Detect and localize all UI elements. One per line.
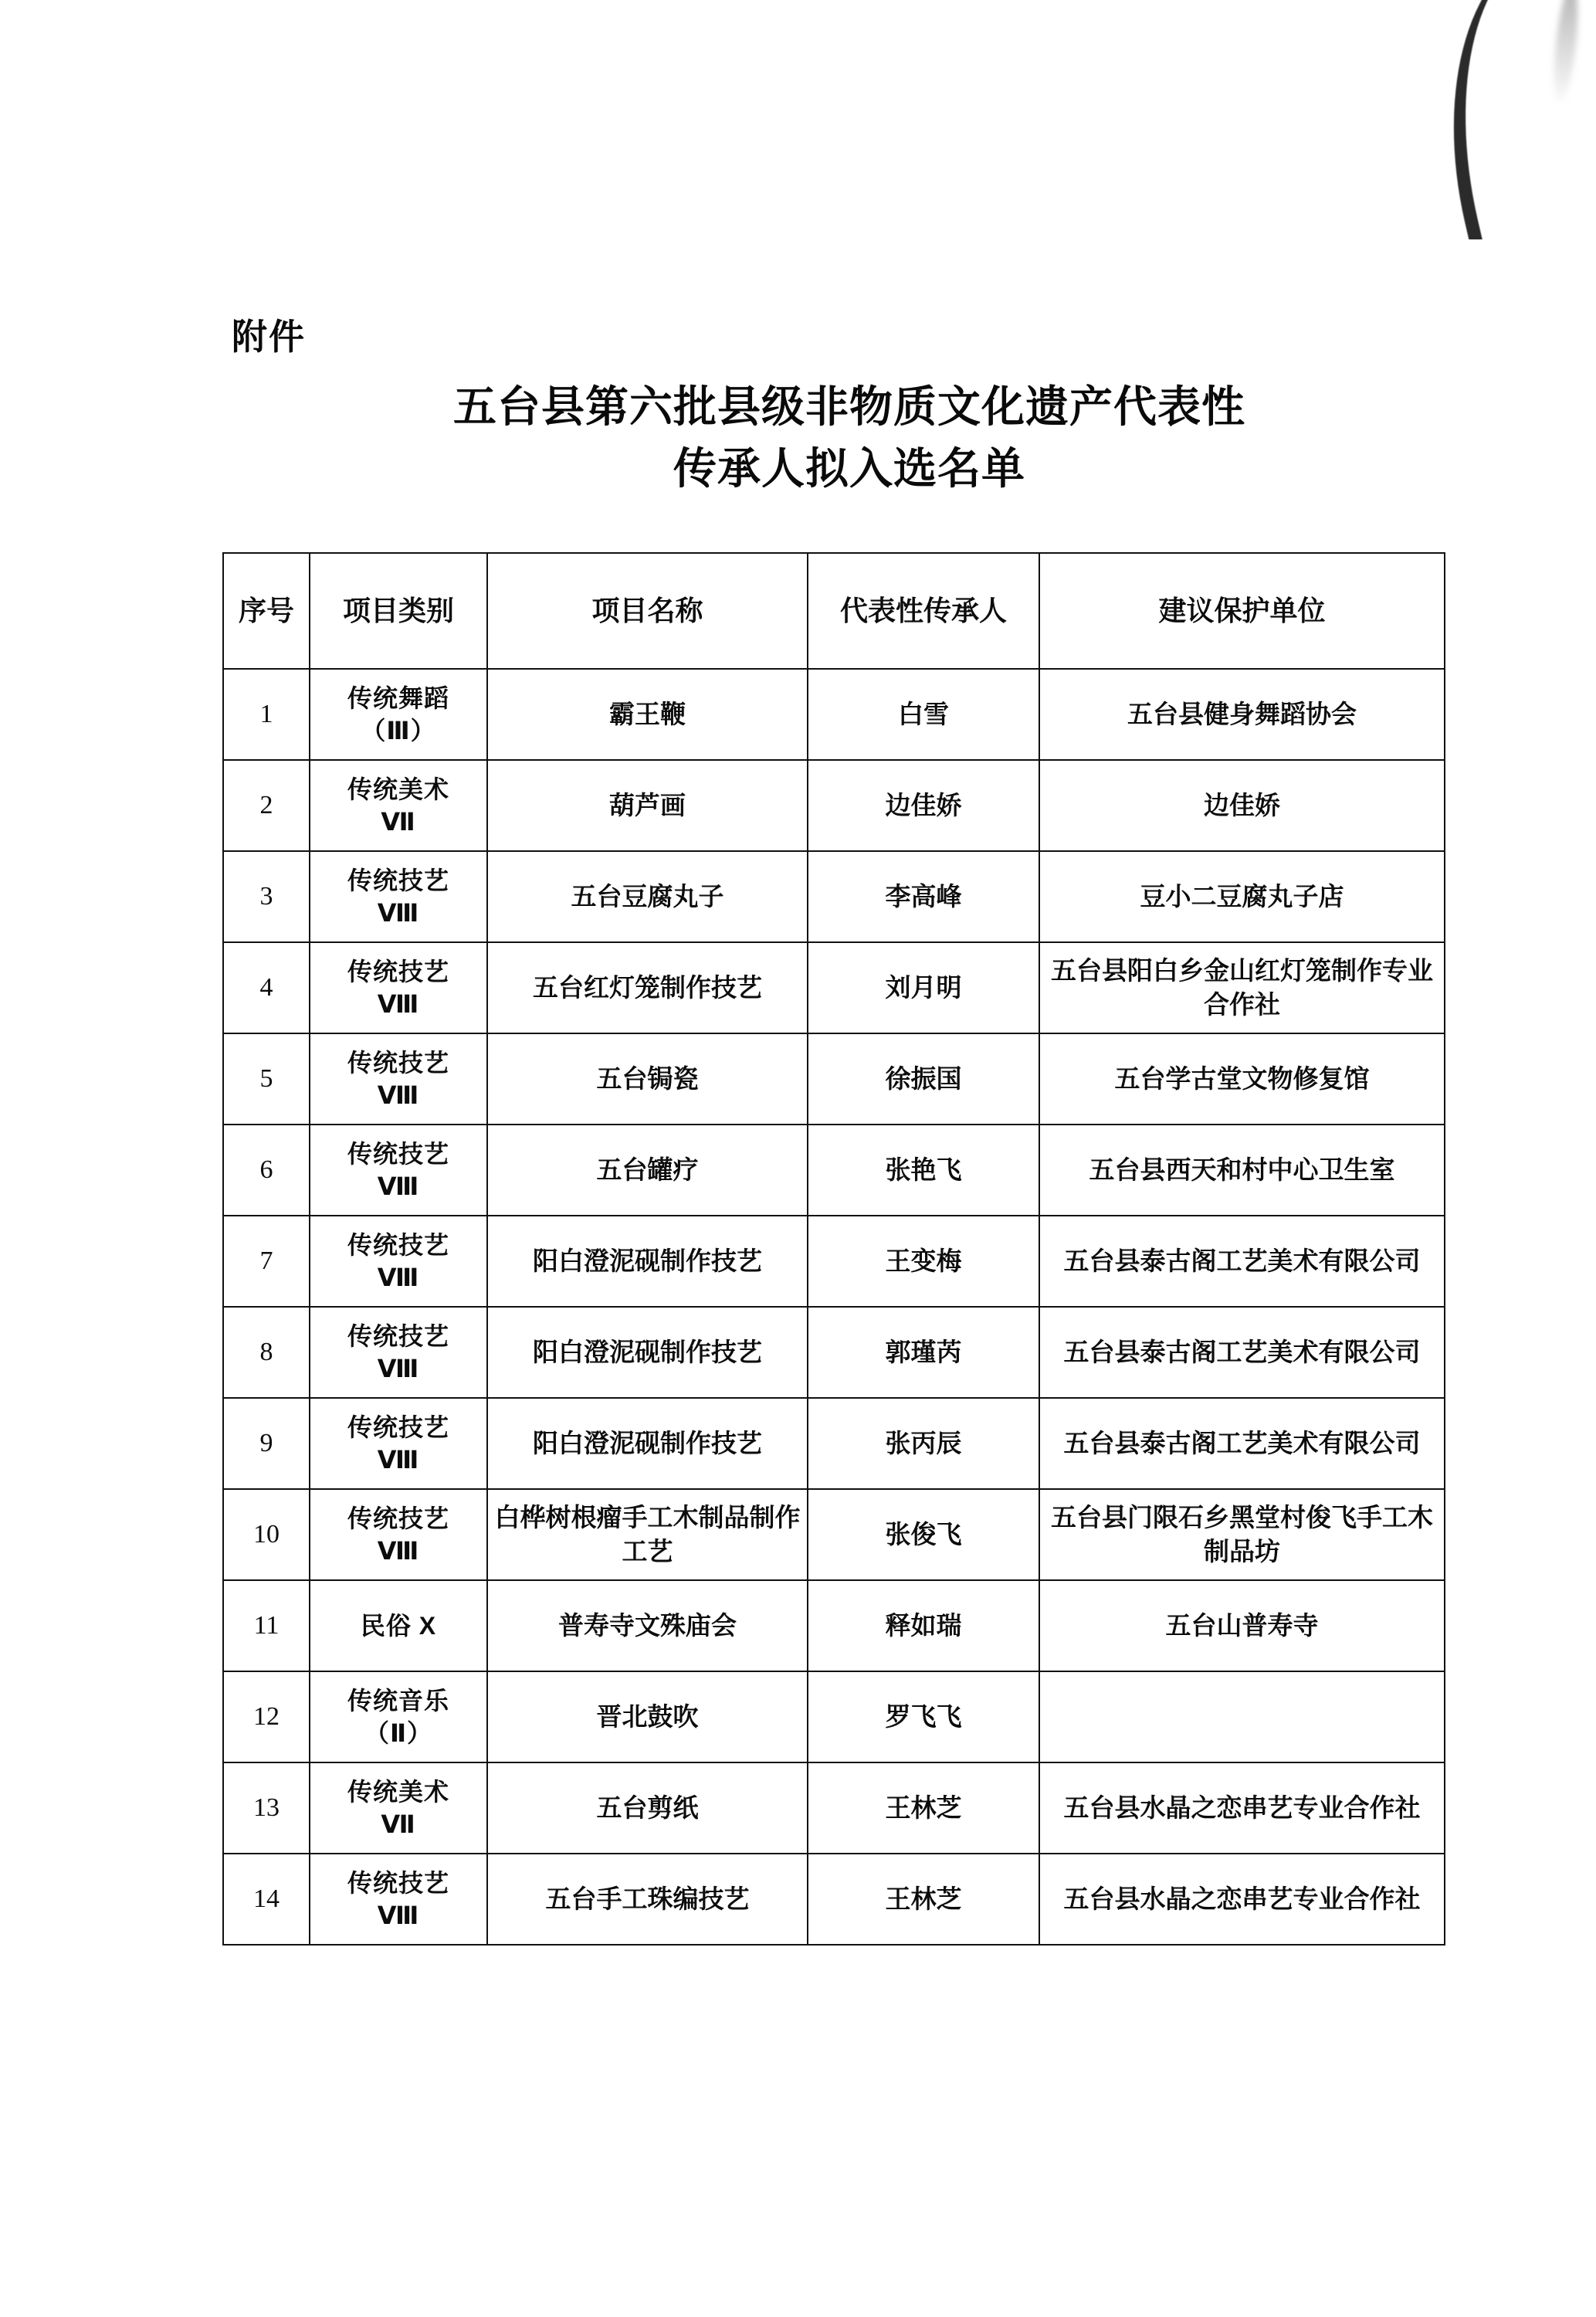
column-header-protection-unit: 建议保护单位	[1039, 553, 1445, 669]
table-row	[223, 1580, 1445, 1671]
category-name: 传统技艺	[347, 1321, 449, 1350]
cell-seq: 8	[223, 1307, 310, 1398]
cell-seq: 12	[223, 1671, 310, 1762]
table-row	[223, 851, 1445, 942]
cell-protection-unit	[1039, 1671, 1445, 1762]
category-name: 传统美术	[347, 775, 449, 803]
table-row	[223, 942, 1445, 1033]
cell-project-name: 霸王鞭	[487, 669, 808, 760]
cell-inheritor: 郭瑾芮	[808, 1307, 1039, 1398]
table-row	[223, 1307, 1445, 1398]
cell-category	[310, 1671, 487, 1762]
cell-protection-unit: 五台县门限石乡黑堂村俊飞手工木制品坊	[1039, 1489, 1445, 1580]
cell-seq: 3	[223, 851, 310, 942]
cell-project-name: 阳白澄泥砚制作技艺	[487, 1398, 808, 1489]
table-row	[223, 760, 1445, 851]
category-code: Ⅶ	[381, 808, 416, 836]
cell-protection-unit: 五台县水晶之恋串艺专业合作社	[1039, 1762, 1445, 1854]
page-title-line-1: 五台县第六批县级非物质文化遗产代表性	[453, 382, 1245, 431]
category-name: 传统技艺	[347, 1139, 449, 1168]
cell-inheritor: 刘月明	[808, 942, 1039, 1033]
cell-category	[310, 1216, 487, 1307]
cell-inheritor: 边佳娇	[808, 760, 1039, 851]
category-code: Ⅷ	[377, 1172, 420, 1200]
cell-project-name: 普寿寺文殊庙会	[487, 1580, 808, 1671]
cell-inheritor: 王林芝	[808, 1762, 1039, 1854]
table-row	[223, 1489, 1445, 1580]
cell-project-name: 五台剪纸	[487, 1762, 808, 1854]
cell-seq: 7	[223, 1216, 310, 1307]
cell-seq: 11	[223, 1580, 310, 1671]
category-name: 传统技艺	[347, 866, 449, 894]
cell-category	[310, 760, 487, 851]
category-name: 传统音乐	[347, 1686, 449, 1715]
cell-category	[310, 1033, 487, 1125]
column-header-project-name: 项目名称	[487, 553, 808, 669]
cell-inheritor: 徐振国	[808, 1033, 1039, 1125]
cell-seq: 9	[223, 1398, 310, 1489]
category-code: （Ⅲ）	[361, 717, 436, 745]
cell-category	[310, 1125, 487, 1216]
table-row	[223, 1854, 1445, 1945]
table-row	[223, 669, 1445, 760]
cell-inheritor: 王变梅	[808, 1216, 1039, 1307]
category-code: Ⅷ	[377, 1537, 420, 1565]
category-code: Ⅷ	[377, 1355, 420, 1382]
category-name: 传统技艺	[347, 1413, 449, 1441]
category-code: Ⅷ	[377, 1901, 420, 1929]
table-header	[223, 553, 1445, 669]
cell-protection-unit: 五台县泰古阁工艺美术有限公司	[1039, 1307, 1445, 1398]
cell-project-name: 阳白澄泥砚制作技艺	[487, 1216, 808, 1307]
category-code: Ⅷ	[377, 1081, 420, 1109]
table-row	[223, 1125, 1445, 1216]
cell-project-name: 五台手工珠编技艺	[487, 1854, 808, 1945]
cell-seq: 14	[223, 1854, 310, 1945]
cell-protection-unit: 五台县西天和村中心卫生室	[1039, 1125, 1445, 1216]
cell-seq: 1	[223, 669, 310, 760]
cell-seq: 6	[223, 1125, 310, 1216]
cell-seq: 10	[223, 1489, 310, 1580]
table-row	[223, 1398, 1445, 1489]
cell-inheritor: 释如瑞	[808, 1580, 1039, 1671]
category-code: Ⅷ	[377, 1446, 420, 1474]
cell-protection-unit: 五台县阳白乡金山红灯笼制作专业合作社	[1039, 942, 1445, 1033]
cell-project-name: 五台红灯笼制作技艺	[487, 942, 808, 1033]
cell-seq: 5	[223, 1033, 310, 1125]
column-header-inheritor: 代表性传承人	[808, 553, 1039, 669]
cell-category	[310, 1762, 487, 1854]
cell-protection-unit: 五台山普寿寺	[1039, 1580, 1445, 1671]
cell-category	[310, 1854, 487, 1945]
cell-protection-unit: 边佳娇	[1039, 760, 1445, 851]
cell-project-name: 白桦树根瘤手工木制品制作工艺	[487, 1489, 808, 1580]
cell-seq: 4	[223, 942, 310, 1033]
cell-category	[310, 1489, 487, 1580]
cell-inheritor: 王林芝	[808, 1854, 1039, 1945]
cell-protection-unit: 五台县泰古阁工艺美术有限公司	[1039, 1398, 1445, 1489]
category-code: Ⅷ	[377, 990, 420, 1018]
category-code: （Ⅱ）	[364, 1719, 433, 1747]
cell-category	[310, 1580, 487, 1671]
category-name: 传统技艺	[347, 1868, 449, 1897]
cell-protection-unit: 豆小二豆腐丸子店	[1039, 851, 1445, 942]
table-header-row	[223, 553, 1445, 669]
category-name: 传统技艺	[347, 1504, 449, 1532]
cell-category	[310, 1307, 487, 1398]
page-title-line-2: 传承人拟入选名单	[673, 443, 1025, 493]
cell-project-name: 五台锔瓷	[487, 1033, 808, 1125]
cell-inheritor: 张丙辰	[808, 1398, 1039, 1489]
cell-project-name: 阳白澄泥砚制作技艺	[487, 1307, 808, 1398]
cell-protection-unit: 五台学古堂文物修复馆	[1039, 1033, 1445, 1125]
page-title	[232, 378, 1467, 497]
category-code: Ⅷ	[377, 1264, 420, 1291]
cell-inheritor: 李高峰	[808, 851, 1039, 942]
cell-inheritor: 白雪	[808, 669, 1039, 760]
column-header-category: 项目类别	[310, 553, 487, 669]
category-name: 传统美术	[347, 1777, 449, 1806]
cell-project-name: 葫芦画	[487, 760, 808, 851]
category-name: 民俗 X	[360, 1611, 437, 1640]
inheritor-roster-table	[222, 552, 1445, 1946]
table-row	[223, 1216, 1445, 1307]
category-code: Ⅶ	[381, 1810, 416, 1838]
category-name: 传统技艺	[347, 1230, 449, 1259]
cell-project-name: 晋北鼓吹	[487, 1671, 808, 1762]
category-name: 传统技艺	[347, 957, 449, 985]
category-name: 传统舞蹈	[347, 684, 449, 712]
table-row	[223, 1033, 1445, 1125]
category-code: Ⅷ	[377, 899, 420, 927]
cell-protection-unit: 五台县水晶之恋串艺专业合作社	[1039, 1854, 1445, 1945]
attachment-label: 附件	[232, 317, 306, 357]
cell-seq: 13	[223, 1762, 310, 1854]
cell-seq: 2	[223, 760, 310, 851]
cell-category	[310, 942, 487, 1033]
cell-category	[310, 669, 487, 760]
cell-inheritor: 张俊飞	[808, 1489, 1039, 1580]
table-row	[223, 1671, 1445, 1762]
cell-project-name: 五台罐疗	[487, 1125, 808, 1216]
cell-protection-unit: 五台县泰古阁工艺美术有限公司	[1039, 1216, 1445, 1307]
cell-inheritor: 罗飞飞	[808, 1671, 1039, 1762]
table-body	[223, 669, 1445, 1945]
cell-project-name: 五台豆腐丸子	[487, 851, 808, 942]
cell-category	[310, 851, 487, 942]
table-row	[223, 1762, 1445, 1854]
cell-protection-unit: 五台县健身舞蹈协会	[1039, 669, 1445, 760]
column-header-seq: 序号	[223, 553, 310, 669]
cell-inheritor: 张艳飞	[808, 1125, 1039, 1216]
category-name: 传统技艺	[347, 1048, 449, 1077]
cell-category	[310, 1398, 487, 1489]
